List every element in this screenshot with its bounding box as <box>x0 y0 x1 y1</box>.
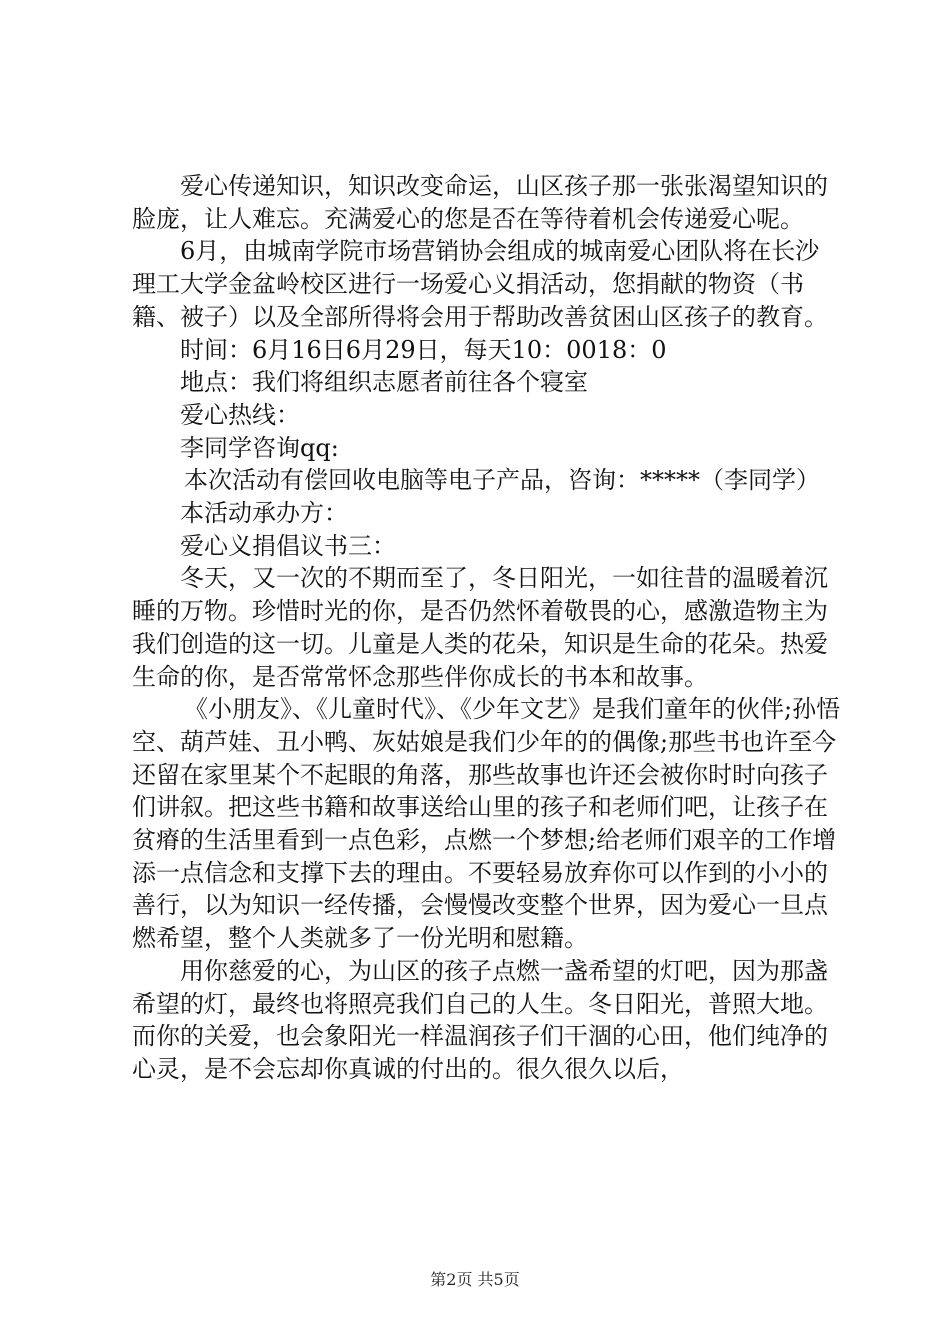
paragraph-organizer: 本活动承办方： <box>180 499 348 528</box>
page-footer <box>0 1270 950 1290</box>
document-body <box>132 170 842 1086</box>
paragraph-contact-qq: 李同学咨询qq: <box>180 433 339 462</box>
paragraph-intro: 爱心传递知识，知识改变命运，山区孩子那一张张渴望知识的脸庞，让人难忘。充满爱心的您是否在等待着机会传递爱心呢。 <box>132 172 828 233</box>
section-heading-proposal-three: 爱心义捐倡议书三： <box>180 531 396 560</box>
paragraph-recycling: 本次活动有偿回收电脑等电子产品，咨询：*****（李同学） <box>184 466 820 495</box>
paragraph-hotline: 爱心热线： <box>180 400 300 429</box>
paragraph-winter: 冬天，又一次的不期而至了，冬日阳光，一如往昔的温暖着沉睡的万物。珍惜时光的你，是否仍然怀着敬畏的心，感激造物主为我们创造的这一切。儿童是人类的花朵，知识是生命的花朵。热爱生命的你，是否常常怀念那些伴你成长的书本和故事。 <box>132 564 828 691</box>
paragraph-location: 地点：我们将组织志愿者前往各个寝室 <box>180 368 588 397</box>
page-total: 共5页 <box>477 1270 520 1289</box>
paragraph-event-description: 6月，由城南学院市场营销协会组成的城南爱心团队将在长沙理工大学金盆岭校区进行一场爱心义捐活动，您捐献的物资（书籍、被子）以及全部所得将会用于帮助改善贫困山区孩子的教育。 <box>132 237 828 331</box>
paragraph-closing: 用你慈爱的心，为山区的孩子点燃一盏希望的灯吧，因为那盏希望的灯，最终也将照亮我们自己的人生。冬日阳光，普照大地。而你的关爱，也会象阳光一样温润孩子们干涸的心田，他们纯净的心灵，是不会忘却你真诚的付出的。很久很久以后， <box>132 956 828 1083</box>
paragraph-time: 时间：6月16日6月29日，每天10：0018：0 <box>180 335 667 364</box>
paragraph-books: 《小朋友》、《儿童时代》、《少年文艺》是我们童年的伙伴;孙悟空、葫芦娃、丑小鸭、灰姑娘是我们少年的的偶像;那些书也许至今还留在家里某个不起眼的角落，那些故事也许还会被你时时向孩子们讲叙。把这些书籍和故事送给山里的孩子和老师们吧，让孩子在贫瘠的生活里看到一点色彩，点燃一个梦想;给老师们艰辛的工作增添一点信念和支撑下去的理由。不要轻易放弃你可以作到的小小的善行，以为知识一经传播，会慢慢改变整个世界，因为爱心一旦点燃希望，整个人类就多了一份光明和慰籍。 <box>132 695 841 953</box>
page-number: 第2页 <box>430 1270 473 1289</box>
